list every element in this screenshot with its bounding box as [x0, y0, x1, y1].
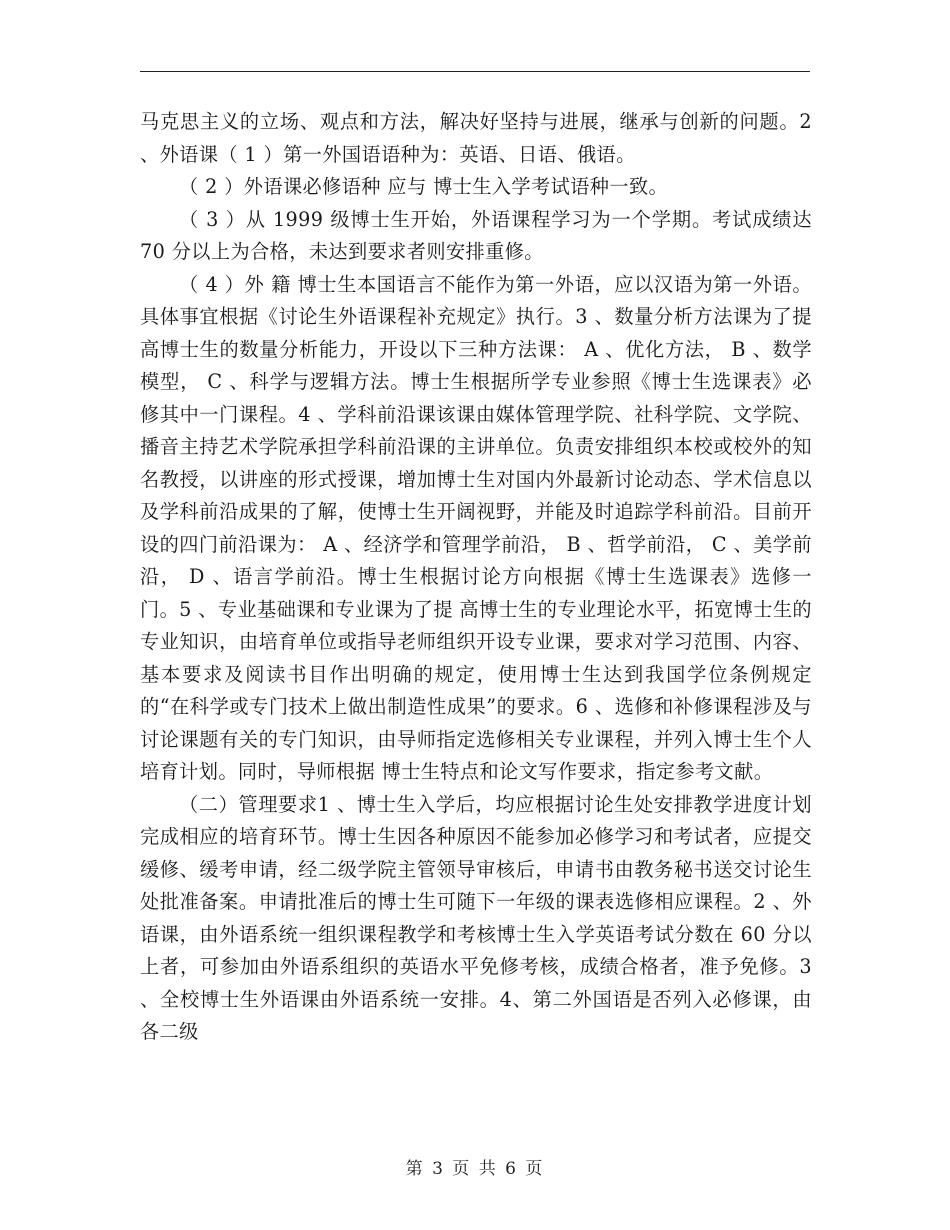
paragraph-5: （二）管理要求1 、博士生入学后，均应根据讨论生处安排教学进度计划完成相应的培育环节。博士生因各种原因不能参加必修学习和考试者，应提交缓修、缓考申请，经二级学院主管领导审核后，申请书由教务秘书送交讨论生处批准备案。申请批准后的博士生可随下一年级的课表选修相应课程。2 、外语课，由外语系统一组织课程教学和考核博士生入学英语考试分数在 60 分以上者，可参加由外语系组织的英语水平免修考核，成绩合格者，准予免修。3 、全校博士生外语课由外语系统一安排。4、第二外国语是否列入必修课，由各二级: [140, 792, 812, 1043]
paragraph-3: （ 3 ）从 1999 级博士生开始，外语课程学习为一个学期。考试成绩达 70 分以上为合格，未达到要求者则安排重修。: [140, 207, 812, 263]
paragraph-1: 马克思主义的立场、观点和方法，解决好坚持与进展，继承与创新的问题。2 、外语课（ 1 ）第一外国语语种为：英语、日语、俄语。: [140, 110, 812, 166]
page-number: 第 3 页 共 6 页: [405, 1159, 545, 1179]
header-divider: [140, 71, 810, 72]
paragraph-2: （ 2 ）外语课必修语种 应与 博士生入学考试语种一致。: [179, 175, 669, 198]
paragraph-4: （ 4 ）外 籍 博士生本国语言不能作为第一外语，应以汉语为第一外语。具体事宜根据《讨论生外语课程补充规定》执行。3 、数量分析方法课为了提 高博士生的数量分析能力，开设以下三种方法课： A 、优化方法， B 、数学模型， C 、科学与逻辑方法。博士生根据所学专业参照《博士生选课表》必修其中一门课程。4 、学科前沿课该课由媒体管理学院、社科学院、文学院、播音主持艺术学院承担学科前沿课的主讲单位。负责安排组织本校或校外的知名教授，以讲座的形式授课，增加博士生对国内外最新讨论动态、学术信息以及学科前沿成果的了解，使博士生开阔视野，并能及时追踪学科前沿。目前开设的四门前沿课为： A 、经济学和管理学前沿， B 、哲学前沿， C 、美学前沿， D 、语言学前沿。博士生根据讨论方向根据《博士生选课表》选修一门。5 、专业基础课和专业课为了提 高博士生的专业理论水平，拓宽博士生的专业知识，由培育单位或指导老师组织开设专业课，要求对学习范围、内容、基本要求及阅读书目作出明确的规定，使用博士生达到我国学位条例规定的“在科学或专门技术上做出制造性成果”的要求。6 、选修和补修课程涉及与讨论课题有关的专门知识，由导师指定选修相关专业课程，并列入博士生个人培育计划。同时，导师根据 博士生特点和论文写作要求，指定参考文献。: [140, 272, 812, 783]
document-body: [140, 106, 812, 1049]
